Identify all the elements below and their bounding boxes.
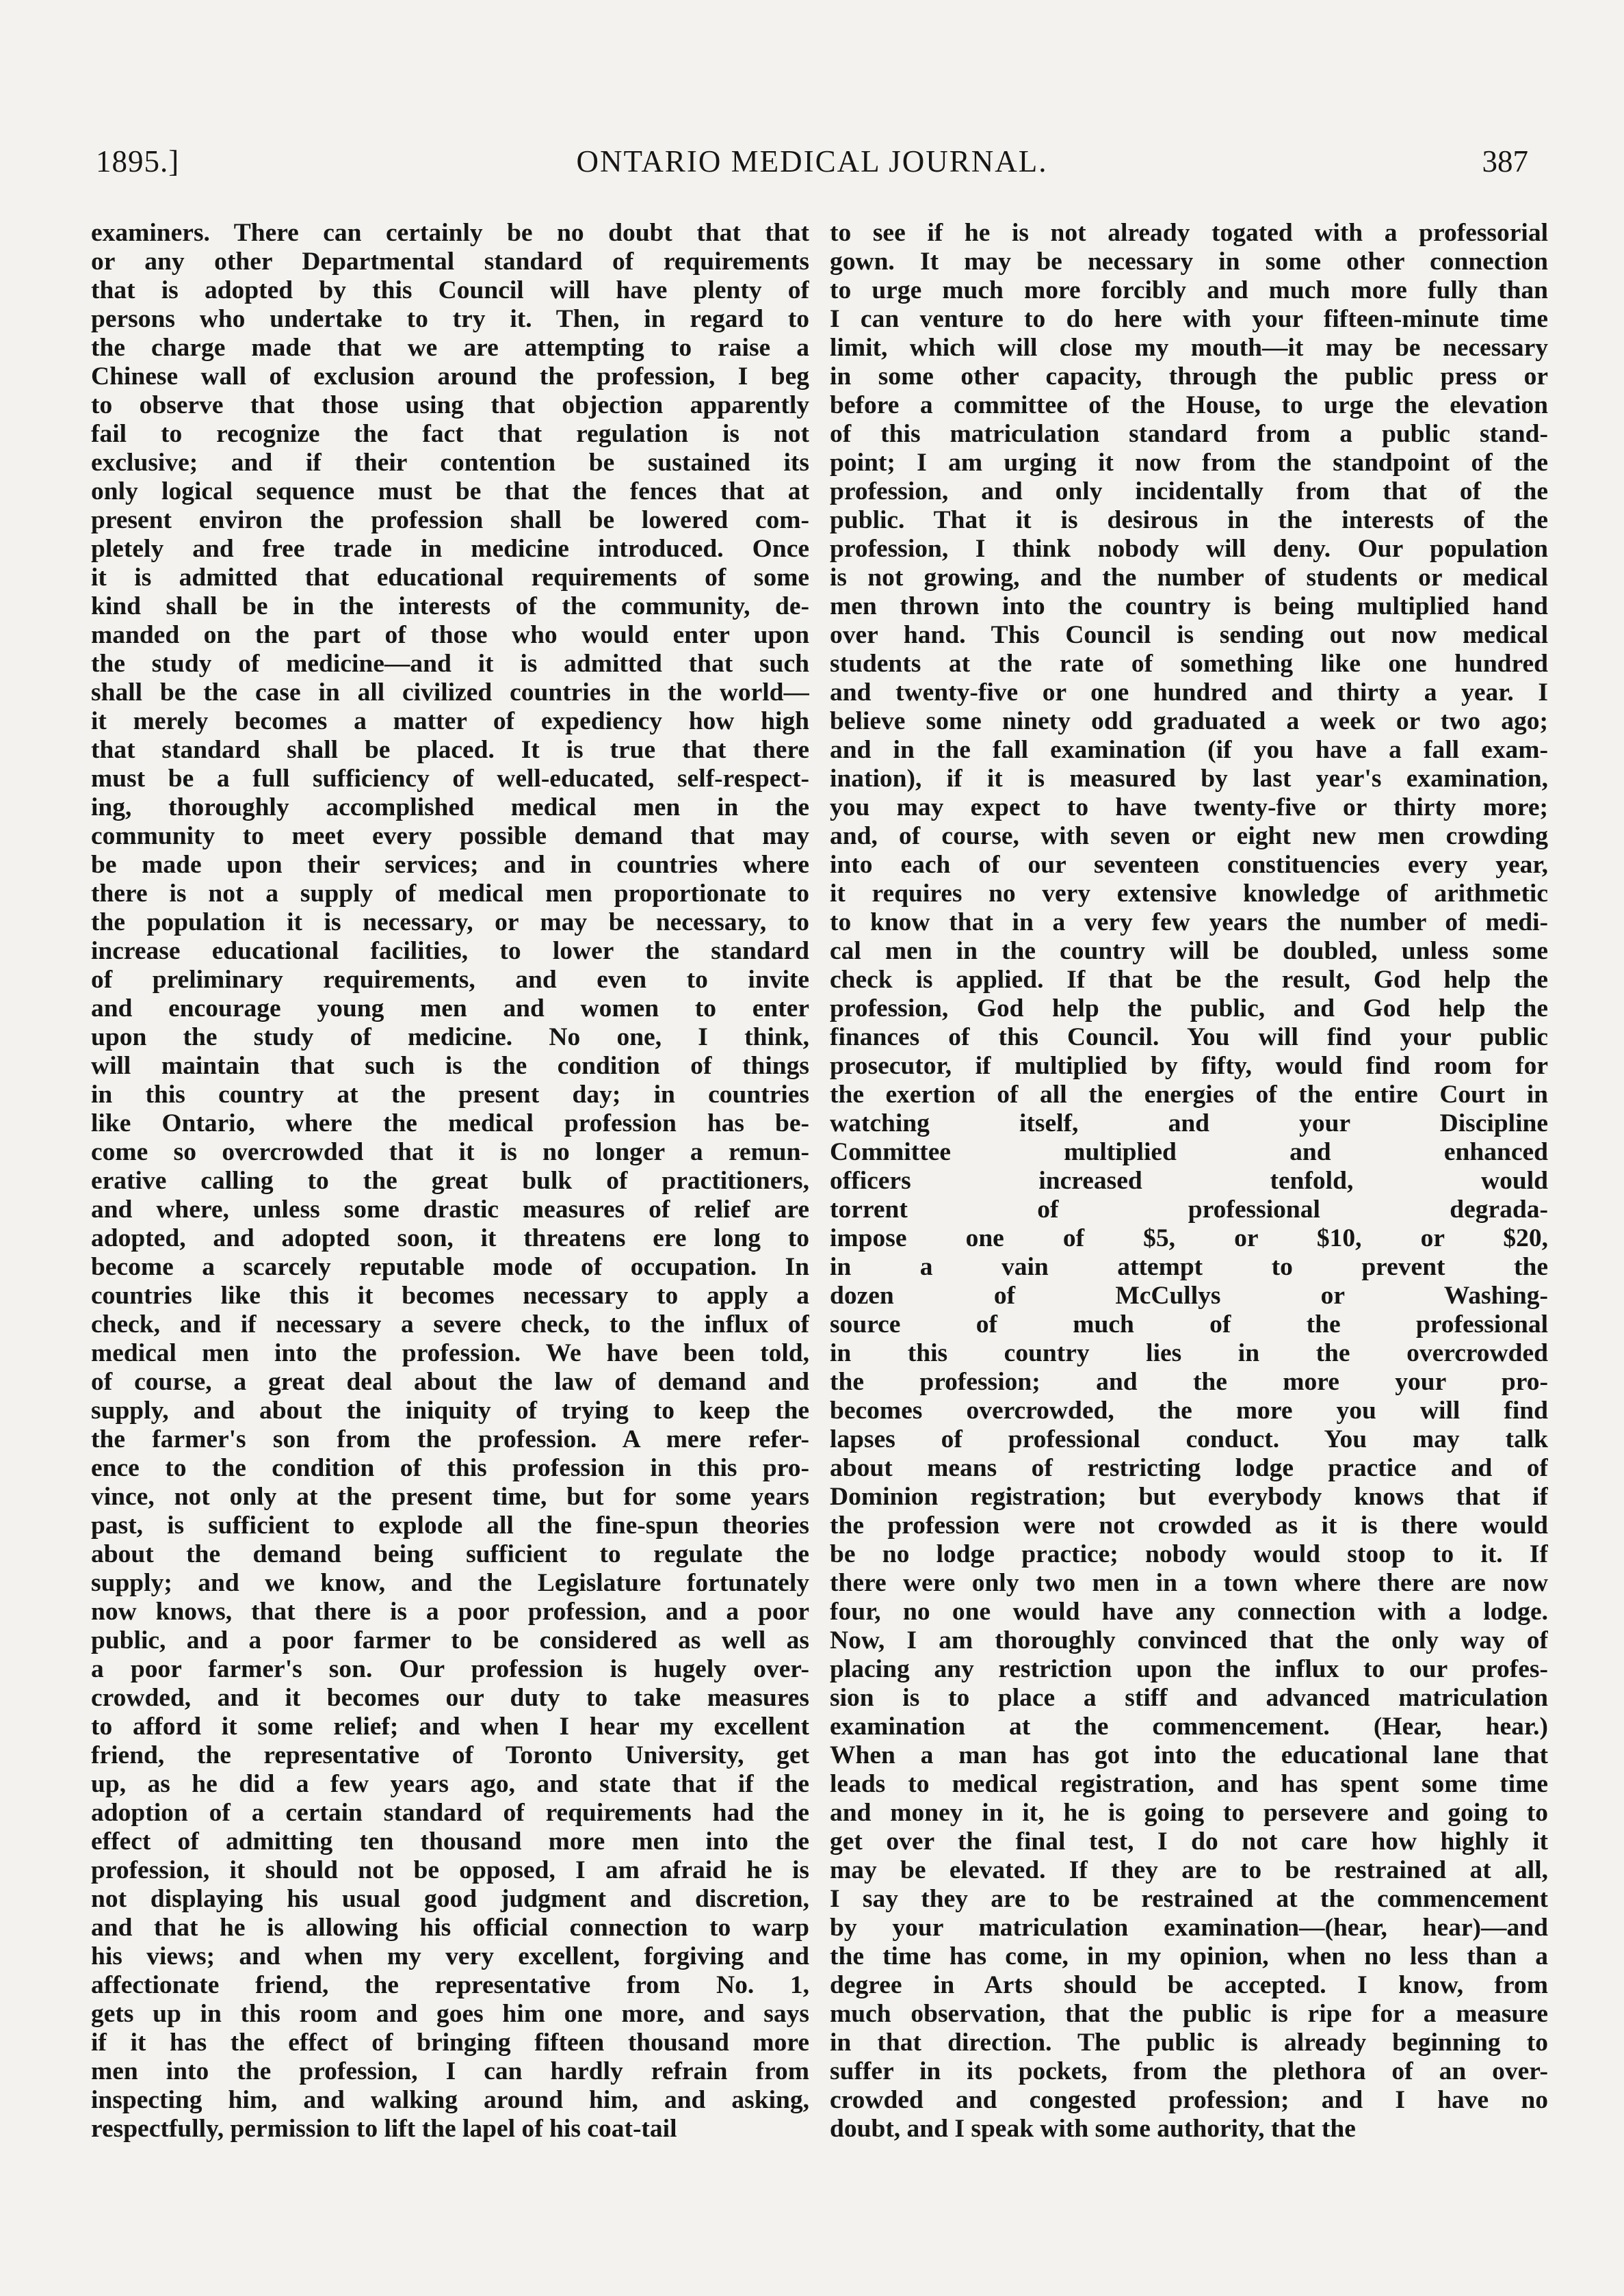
- text-line: respectfully, permission to lift the lapel of his coat-tail: [91, 2115, 677, 2143]
- text-line: by your matriculation examination—(hear, hear)—and: [830, 1914, 1548, 1942]
- text-line: kind shall be in the interests of the community, de-: [91, 592, 809, 620]
- running-head: [82, 144, 1542, 192]
- text-line: profession, I think nobody will deny. Our population: [830, 535, 1548, 563]
- text-line: present environ the profession shall be lowered com-: [91, 506, 809, 534]
- text-line: adopted, and adopted soon, it threatens ere long to: [91, 1224, 809, 1252]
- text-line: limit, which will close my mouth—it may be necessary: [830, 334, 1548, 362]
- text-line: Chinese wall of exclusion around the profession, I beg: [91, 362, 809, 391]
- text-line: and money in it, he is going to persevere and going to: [830, 1799, 1548, 1827]
- text-line: vince, not only at the present time, but for some years: [91, 1483, 809, 1511]
- header-year: 1895.]: [96, 144, 180, 179]
- text-line: supply; and we know, and the Legislature fortunately: [91, 1569, 809, 1597]
- text-line: and where, unless some drastic measures of relief are: [91, 1196, 809, 1224]
- text-line: past, is sufficient to explode all the fine-spun theories: [91, 1512, 809, 1540]
- text-line: impose one of $5, or $10, or $20,: [830, 1224, 1548, 1252]
- text-line: finances of this Council. You will find your public: [830, 1023, 1548, 1051]
- text-line: effect of admitting ten thousand more men into the: [91, 1827, 809, 1856]
- text-line: there were only two men in a town where there are now: [830, 1569, 1548, 1597]
- text-line: must be a full sufficiency of well-educated, self-respect-: [91, 765, 809, 793]
- text-line: gown. It may be necessary in some other connection: [830, 248, 1548, 276]
- text-line: check, and if necessary a severe check, to the influx of: [91, 1310, 809, 1338]
- text-line: the profession; and the more your pro-: [830, 1368, 1548, 1396]
- text-line: to know that in a very few years the number of medi-: [830, 908, 1548, 936]
- text-line: crowded and congested profession; and I have no: [830, 2086, 1548, 2114]
- text-line: ination), if it is measured by last year's examination,: [830, 765, 1548, 793]
- text-line: community to meet every possible demand that may: [91, 822, 809, 850]
- text-line: into each of our seventeen constituencies every year,: [830, 851, 1548, 879]
- text-line: of this matriculation standard from a public stand-: [830, 420, 1548, 448]
- text-line: it merely becomes a matter of expediency how high: [91, 707, 809, 735]
- text-line: increase educational facilities, to lower the standard: [91, 937, 809, 965]
- text-line: exclusive; and if their contention be sustained its: [91, 449, 809, 477]
- text-line: in this country lies in the overcrowded: [830, 1339, 1548, 1367]
- page-number: 387: [1482, 144, 1528, 179]
- text-line: men into the profession, I can hardly refrain from: [91, 2057, 809, 2085]
- text-line: point; I am urging it now from the standpoint of the: [830, 449, 1548, 477]
- text-line: placing any restriction upon the influx to our profes-: [830, 1655, 1548, 1683]
- text-line: of course, a great deal about the law of demand and: [91, 1368, 809, 1396]
- text-line: public, and a poor farmer to be considered as well as: [91, 1626, 809, 1654]
- text-line: in this country at the present day; in countries: [91, 1081, 809, 1109]
- text-line: I can venture to do here with your fifteen-minute time: [830, 305, 1548, 333]
- text-line: and in the fall examination (if you have a fall exam-: [830, 736, 1548, 764]
- text-line: to see if he is not already togated with a professorial: [830, 219, 1548, 247]
- text-line: there is not a supply of medical men proportionate to: [91, 880, 809, 908]
- text-line: it requires no very extensive knowledge of arithmetic: [830, 880, 1548, 908]
- text-line: of preliminary requirements, and even to invite: [91, 966, 809, 994]
- text-line: prosecutor, if multiplied by fifty, would find room for: [830, 1052, 1548, 1080]
- text-line: and, of course, with seven or eight new men crowding: [830, 822, 1548, 850]
- text-line: is not growing, and the number of students or medical: [830, 564, 1548, 592]
- text-line: that standard shall be placed. It is true that there: [91, 736, 809, 764]
- text-line: Committee multiplied and enhanced: [830, 1138, 1548, 1166]
- text-line: I say they are to be restrained at the commencement: [830, 1885, 1548, 1913]
- text-line: about means of restricting lodge practice and of: [830, 1454, 1548, 1482]
- text-line: may be elevated. If they are to be restrained at all,: [830, 1856, 1548, 1884]
- text-line: that is adopted by this Council will have plenty of: [91, 276, 809, 304]
- text-line: ing, thoroughly accomplished medical men in the: [91, 793, 809, 821]
- text-line: persons who undertake to try it. Then, in regard to: [91, 305, 809, 333]
- text-line: like Ontario, where the medical profession has be-: [91, 1109, 809, 1137]
- text-line: shall be the case in all civilized countries in the world—: [91, 678, 809, 707]
- text-line: leads to medical registration, and has spent some time: [830, 1770, 1548, 1798]
- text-line: pletely and free trade in medicine introduced. Once: [91, 535, 809, 563]
- text-line: sion is to place a stiff and advanced matriculation: [830, 1684, 1548, 1712]
- text-line: in some other capacity, through the public press or: [830, 362, 1548, 391]
- text-line: if it has the effect of bringing fifteen thousand more: [91, 2029, 809, 2057]
- text-line: to urge much more forcibly and much more fully than: [830, 276, 1548, 304]
- text-line: adoption of a certain standard of requirements had the: [91, 1799, 809, 1827]
- text-line: the charge made that we are attempting to raise a: [91, 334, 809, 362]
- text-line: profession, and only incidentally from that of the: [830, 477, 1548, 505]
- text-line: get over the final test, I do not care how highly it: [830, 1827, 1548, 1856]
- text-line: the time has come, in my opinion, when no less than a: [830, 1942, 1548, 1970]
- right-text-column: [830, 219, 1548, 2236]
- text-line: When a man has got into the educational lane that: [830, 1741, 1548, 1769]
- text-line: upon the study of medicine. No one, I think,: [91, 1023, 809, 1051]
- text-line: medical men into the profession. We have been told,: [91, 1339, 809, 1367]
- journal-title: ONTARIO MEDICAL JOURNAL.: [576, 144, 1048, 179]
- text-line: before a committee of the House, to urge the elevation: [830, 391, 1548, 419]
- text-line: the profession were not crowded as it is there would: [830, 1512, 1548, 1540]
- text-line: check is applied. If that be the result, God help the: [830, 966, 1548, 994]
- text-line: now knows, that there is a poor profession, and a poor: [91, 1598, 809, 1626]
- text-line: profession, God help the public, and God help the: [830, 994, 1548, 1022]
- text-line: Now, I am thoroughly convinced that the only way of: [830, 1626, 1548, 1654]
- text-line: believe some ninety odd graduated a week or two ago;: [830, 707, 1548, 735]
- text-line: in a vain attempt to prevent the: [830, 1253, 1548, 1281]
- text-line: watching itself, and your Discipline: [830, 1109, 1548, 1137]
- text-line: dozen of McCullys or Washing-: [830, 1282, 1548, 1310]
- text-line: and twenty-five or one hundred and thirty a year. I: [830, 678, 1548, 707]
- text-line: Dominion registration; but everybody knows that if: [830, 1483, 1548, 1511]
- text-line: gets up in this room and goes him one more, and says: [91, 2000, 809, 2028]
- text-line: erative calling to the great bulk of practitioners,: [91, 1167, 809, 1195]
- text-line: cal men in the country will be doubled, unless some: [830, 937, 1548, 965]
- text-line: suffer in its pockets, from the plethora of an over-: [830, 2057, 1548, 2085]
- text-line: it is admitted that educational requirements of some: [91, 564, 809, 592]
- text-line: you may expect to have twenty-five or thirty more;: [830, 793, 1548, 821]
- text-line: to observe that those using that objection apparently: [91, 391, 809, 419]
- text-line: doubt, and I speak with some authority, that the: [830, 2115, 1356, 2143]
- text-line: affectionate friend, the representative from No. 1,: [91, 1971, 809, 1999]
- text-line: not displaying his usual good judgment and discretion,: [91, 1885, 809, 1913]
- text-line: public. That it is desirous in the interests of the: [830, 506, 1548, 534]
- text-line: come so overcrowded that it is no longer a remun-: [91, 1138, 809, 1166]
- text-line: the exertion of all the energies of the entire Court in: [830, 1081, 1548, 1109]
- text-line: students at the rate of something like one hundred: [830, 650, 1548, 678]
- text-line: to afford it some relief; and when I hear my excellent: [91, 1713, 809, 1741]
- text-line: inspecting him, and walking around him, and asking,: [91, 2086, 809, 2114]
- text-line: be made upon their services; and in countries where: [91, 851, 809, 879]
- text-line: examination at the commencement. (Hear, hear.): [830, 1713, 1548, 1741]
- text-line: become a scarcely reputable mode of occupation. In: [91, 1253, 809, 1281]
- text-line: four, no one would have any connection with a lodge.: [830, 1598, 1548, 1626]
- text-line: will maintain that such is the condition of things: [91, 1052, 809, 1080]
- text-line: becomes overcrowded, the more you will find: [830, 1397, 1548, 1425]
- text-line: manded on the part of those who would enter upon: [91, 621, 809, 649]
- text-line: countries like this it becomes necessary to apply a: [91, 1282, 809, 1310]
- text-line: ence to the condition of this profession in this pro-: [91, 1454, 809, 1482]
- left-text-column: [91, 219, 809, 2236]
- text-line: friend, the representative of Toronto University, get: [91, 1741, 809, 1769]
- text-line: men thrown into the country is being multiplied hand: [830, 592, 1548, 620]
- text-line: crowded, and it becomes our duty to take measures: [91, 1684, 809, 1712]
- text-line: and that he is allowing his official connection to warp: [91, 1914, 809, 1942]
- text-line: a poor farmer's son. Our profession is hugely over-: [91, 1655, 809, 1683]
- text-line: over hand. This Council is sending out now medical: [830, 621, 1548, 649]
- text-line: only logical sequence must be that the fences that at: [91, 477, 809, 505]
- text-line: torrent of professional degrada-: [830, 1196, 1548, 1224]
- text-line: and encourage young men and women to enter: [91, 994, 809, 1022]
- text-line: the population it is necessary, or may be necessary, to: [91, 908, 809, 936]
- text-line: his views; and when my very excellent, forgiving and: [91, 1942, 809, 1970]
- text-line: the study of medicine—and it is admitted that such: [91, 650, 809, 678]
- text-line: or any other Departmental standard of requirements: [91, 248, 809, 276]
- text-line: much observation, that the public is ripe for a measure: [830, 2000, 1548, 2028]
- text-line: profession, it should not be opposed, I am afraid he is: [91, 1856, 809, 1884]
- text-line: up, as he did a few years ago, and state that if the: [91, 1770, 809, 1798]
- text-line: officers increased tenfold, would: [830, 1167, 1548, 1195]
- text-line: lapses of professional conduct. You may talk: [830, 1425, 1548, 1453]
- text-line: in that direction. The public is already beginning to: [830, 2029, 1548, 2057]
- text-line: supply, and about the iniquity of trying to keep the: [91, 1397, 809, 1425]
- text-line: fail to recognize the fact that regulation is not: [91, 420, 809, 448]
- text-line: about the demand being sufficient to regulate the: [91, 1540, 809, 1568]
- text-line: degree in Arts should be accepted. I know, from: [830, 1971, 1548, 1999]
- text-line: examiners. There can certainly be no doubt that that: [91, 219, 809, 247]
- text-line: the farmer's son from the profession. A mere refer-: [91, 1425, 809, 1453]
- text-line: source of much of the professional: [830, 1310, 1548, 1338]
- text-line: be no lodge practice; nobody would stoop to it. If: [830, 1540, 1548, 1568]
